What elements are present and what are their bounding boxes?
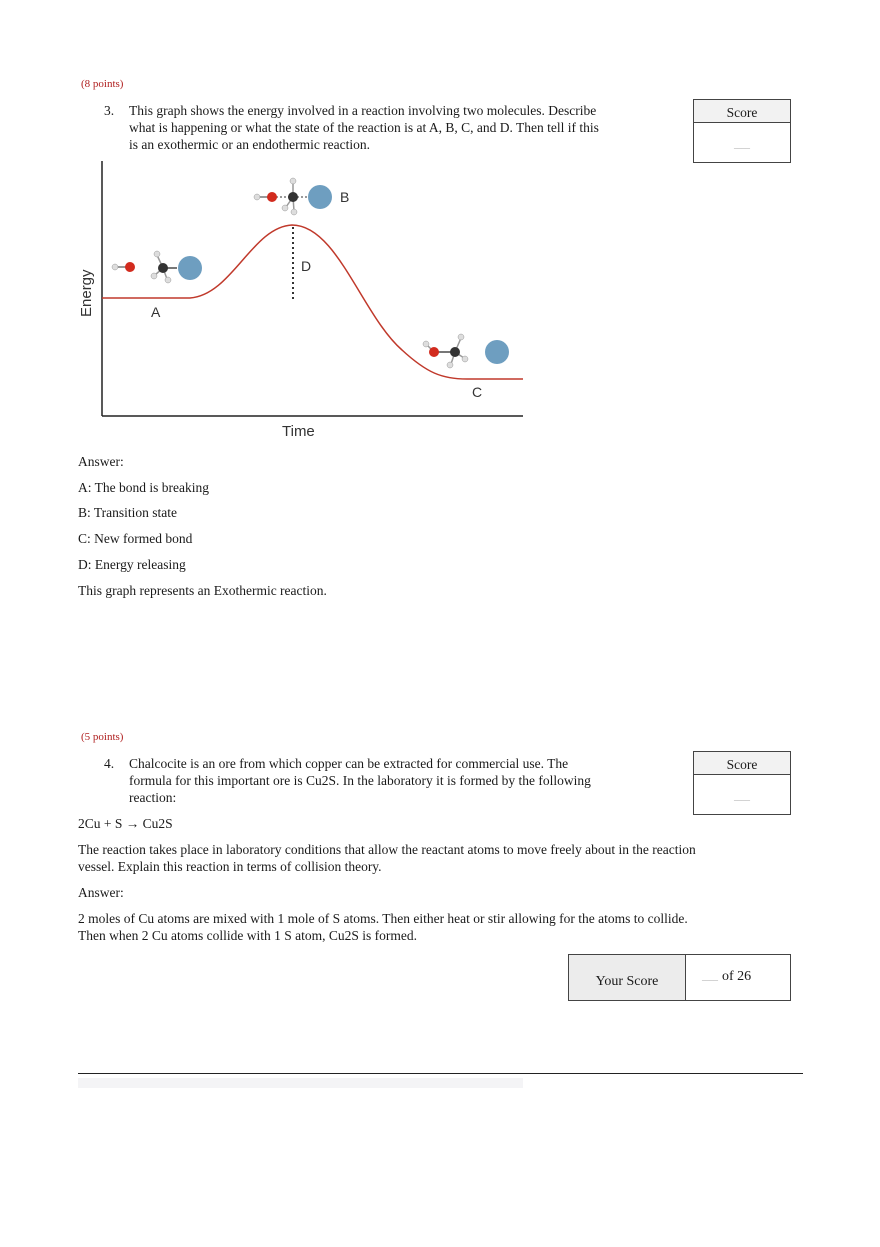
energy-diagram [72, 155, 532, 445]
q3-question [129, 102, 649, 153]
transition-state-molecule [254, 178, 332, 215]
q4-answer-line: Then when 2 Cu atoms collide with 1 S atom, Cu2S is formed. [78, 928, 417, 943]
halide-atom [178, 256, 202, 280]
footer-rule [78, 1073, 803, 1074]
q4-score-blank: ____ [734, 793, 750, 802]
q3-score-label: Score [694, 100, 790, 123]
q3-answer-c: C: New formed bond [78, 531, 193, 546]
q4-points: (5 points) [81, 731, 124, 743]
q3-points: (8 points) [81, 78, 124, 90]
hydrogen-atom [290, 178, 296, 184]
q3-answer-a: A: The bond is breaking [78, 480, 209, 495]
q3-question-line: This graph shows the energy involved in a reaction involving two molecules. Describe [129, 103, 597, 118]
q3-number: 3. [104, 103, 115, 118]
hydrogen-atom [151, 273, 157, 279]
hydrogen-atom [282, 205, 288, 211]
oxygen-atom [429, 347, 439, 357]
q4-answer-line: 2 moles of Cu atoms are mixed with 1 mole of S atoms. Then either heat or stir allowing for the atoms to collide. [78, 911, 688, 926]
y-axis-label: Energy [78, 269, 95, 317]
label-a: A [151, 304, 161, 320]
q4-answer-label: Answer: [78, 885, 124, 900]
q3-answer-b: B: Transition state [78, 505, 178, 520]
total-score-blank: ____ [702, 973, 718, 982]
halide-atom [308, 185, 332, 209]
hydrogen-atom [462, 356, 468, 362]
hydrogen-atom [458, 334, 464, 340]
label-c: C [472, 384, 483, 400]
carbon-atom [158, 263, 168, 273]
carbon-atom [450, 347, 460, 357]
hydrogen-atom [165, 277, 171, 283]
q4-score-label: Score [694, 752, 790, 775]
q3-question-line: is an exothermic or an endothermic reaction. [129, 137, 371, 152]
q4-question-line: Chalcocite is an ore from which copper can be extracted for commercial use. The [129, 756, 569, 771]
total-score-label: Your Score [569, 955, 686, 1000]
hydrogen-atom [423, 341, 429, 347]
q3-answer-label: Answer: [78, 454, 124, 469]
q3-score-blank: ____ [734, 141, 750, 150]
q4-paragraph [78, 841, 778, 875]
oxygen-atom [125, 262, 135, 272]
q4-question [129, 755, 649, 806]
footer-shade [78, 1078, 523, 1088]
oxygen-atom [267, 192, 277, 202]
hydrogen-atom [447, 362, 453, 368]
hydrogen-atom [154, 251, 160, 257]
q3-conclusion: This graph represents an Exothermic reaction. [78, 583, 327, 598]
product-molecules [423, 334, 509, 368]
carbon-atom [288, 192, 298, 202]
label-b: B [340, 189, 350, 205]
q4-paragraph-line: The reaction takes place in laboratory conditions that allow the reactant atoms to move freely about in the reaction [78, 842, 696, 857]
total-score-max: of 26 [722, 969, 752, 984]
q4-number: 4. [104, 756, 115, 771]
hydrogen-atom [291, 209, 297, 215]
q3-answer-d: D: Energy releasing [78, 557, 186, 572]
hydrogen-atom [112, 264, 118, 270]
q4-question-line: reaction: [129, 790, 177, 805]
q4-score-box[interactable] [693, 751, 791, 815]
hydrogen-atom [254, 194, 260, 200]
label-d: D [301, 258, 312, 274]
total-score-value [686, 955, 790, 1000]
q3-question-line: what is happening or what the state of the reaction is at A, B, C, and D. Then tell if this [129, 120, 599, 135]
q4-equation: 2Cu + S → Cu2S [78, 816, 173, 831]
total-score-box[interactable] [568, 954, 791, 1001]
q4-question-line: formula for this important ore is Cu2S. In the laboratory it is formed by the following [129, 773, 591, 788]
q3-score-box[interactable] [693, 99, 791, 163]
x-axis-label: Time [282, 423, 315, 440]
reactant-molecules [112, 251, 202, 283]
q4-answer [78, 910, 778, 944]
q4-paragraph-line: vessel. Explain this reaction in terms of collision theory. [78, 859, 382, 874]
halide-atom [485, 340, 509, 364]
